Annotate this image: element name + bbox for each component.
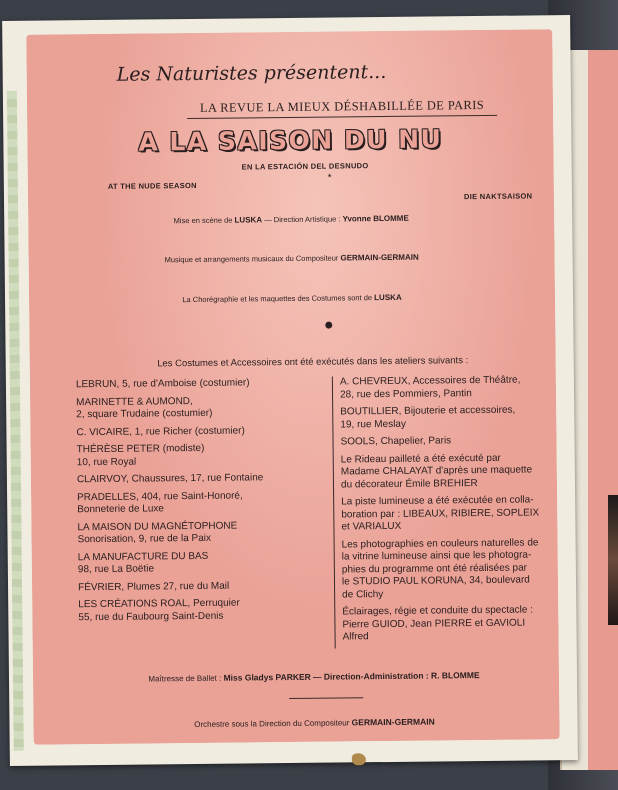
column-divider: [332, 377, 336, 649]
atelier-line: 2, square Trudaine (costumier): [76, 407, 213, 421]
atelier-line: C. VICAIRE, 1, rue Richer (costumier): [76, 424, 245, 438]
spanish-title: EN LA ESTACIÓN DEL DESNUDO: [241, 161, 369, 172]
program-page: [2, 15, 578, 766]
atelier-line: 10, rue Royal: [76, 456, 137, 468]
mise-label: Mise en scène de: [173, 215, 233, 226]
ballet-name: Miss Gladys PARKER: [223, 671, 311, 683]
star-ornament: *: [327, 172, 332, 184]
orch-label: Orchestre sous la Direction du Compositeur: [194, 718, 350, 730]
atelier-line: Bonneterie de Luxe: [77, 503, 165, 516]
atelier-entry: [77, 519, 327, 547]
atelier-line: 28, rue des Pommiers, Pantin: [339, 387, 472, 400]
atelier-line: 98, rue La Boëtie: [77, 563, 155, 576]
atelier-line: 19, rue Meslay: [340, 418, 407, 430]
choreo-name: LUSKA: [374, 292, 402, 303]
ballet-label: Maîtresse de Ballet :: [148, 673, 222, 684]
atelier-line: Pierre GUIOD, Jean PIERRE et GAVIOLI: [342, 617, 526, 630]
ateliers-intro: Les Costumes et Accessoires ont été exécutés dans les ateliers suivants :: [157, 355, 469, 370]
german-title: DIE NAKTSAISON: [463, 191, 533, 202]
atelier-line: phies du programme ont été réalisées par: [341, 562, 528, 575]
atelier-line: de Clichy: [342, 588, 384, 600]
atelier-line: LES CRÉATIONS ROAL, Perruquier: [78, 597, 240, 611]
atelier-entry: [340, 404, 552, 431]
atelier-line: Éclairages, régie et conduite du spectacle :: [342, 604, 534, 618]
atelier-line: Alfred: [342, 631, 369, 643]
admin-label: — Direction-Administration :: [312, 670, 429, 682]
english-title: AT THE NUDE SEASON: [107, 180, 197, 191]
atelier-line: Les photographies en couleurs naturelles de: [341, 536, 539, 550]
atelier-entry: [340, 434, 552, 449]
atelier-entry: [76, 424, 326, 439]
atelier-entry: [78, 597, 328, 625]
atelier-line: THÉRÈSE PETER (modiste): [76, 442, 205, 456]
atelier-line: 55, rue du Faubourg Saint-Denis: [78, 610, 224, 623]
right-column: [340, 374, 555, 649]
atelier-line: BOUTILLIER, Bijouterie et accessoires,: [340, 404, 516, 418]
atelier-entry: [78, 549, 328, 577]
atelier-entry: [78, 579, 328, 594]
adjacent-page-pink-edge: [588, 50, 618, 770]
orch-name: GERMAIN-GERMAIN: [351, 716, 435, 728]
staging-credit: [28, 212, 554, 227]
atelier-entry: [77, 442, 327, 470]
atelier-entry: [340, 374, 552, 401]
atelier-line: FÉVRIER, Plumes 27, rue du Mail: [77, 580, 230, 593]
pink-panel: [26, 29, 559, 744]
musique-name: GERMAIN-GERMAIN: [340, 252, 419, 263]
atelier-line: MARINETTE & AUMOND,: [76, 395, 193, 408]
direction-label: — Direction Artistique :: [264, 214, 341, 225]
atelier-line: CLAIRVOY, Chaussures, 17, rue Fontaine: [76, 472, 264, 486]
admin-name: R. BLOMME: [430, 670, 480, 681]
atelier-line: et VARIALUX: [341, 520, 402, 533]
ballet-credit: [51, 669, 577, 685]
revue-subtitle: LA REVUE LA MIEUX DÉSHABILLÉE DE PARIS: [187, 98, 497, 119]
atelier-line: SOOLS, Chapelier, Paris: [340, 435, 452, 448]
choreography-credit: [29, 291, 555, 306]
atelier-line: LA MANUFACTURE DU BAS: [77, 550, 209, 563]
paper-stain: [352, 753, 366, 765]
music-credit: [29, 251, 555, 266]
binding-strip: [7, 91, 24, 751]
orchestra-credit: [51, 715, 577, 731]
atelier-line: le STUDIO PAUL KORUNA, 34, boulevard: [341, 574, 530, 588]
atelier-entry: [77, 489, 327, 517]
atelier-line: PRADELLES, 404, rue Saint-Honoré,: [77, 490, 243, 503]
atelier-entry: [341, 452, 553, 492]
atelier-line: du décorateur Émile BREHIER: [340, 477, 478, 490]
musique-label: Musique et arrangements musicaux du Compositeur: [164, 253, 339, 265]
atelier-line: la vitrine lumineuse ainsi que les photogra-: [341, 549, 532, 563]
atelier-entry: [76, 394, 326, 422]
bullet-ornament: [325, 322, 332, 329]
left-column: [76, 377, 329, 630]
atelier-line: LEBRUN, 5, rue d'Amboise (costumier): [75, 377, 250, 391]
presents-heading: Les Naturistes présentent...: [116, 60, 387, 86]
atelier-line: LA MAISON DU MAGNÉTOPHONE: [77, 520, 238, 533]
atelier-entry: [77, 472, 327, 487]
adjacent-photo: [608, 495, 618, 625]
footer-divider: [289, 697, 363, 699]
choreo-label: La Chorégraphie et les maquettes des Costumes sont de: [182, 293, 373, 305]
show-title: A LA SAISON DU NU: [138, 124, 443, 157]
atelier-entry: [76, 377, 326, 392]
atelier-line: Sonorisation, 9, rue de la Paix: [77, 532, 212, 546]
direction-name: Yvonne BLOMME: [342, 213, 409, 224]
atelier-line: A. CHEVREUX, Accessoires de Théâtre,: [339, 374, 521, 388]
atelier-line: Madame CHALAYAT d'après une maquette: [340, 464, 533, 478]
atelier-entry: [342, 537, 555, 602]
atelier-line: Le Rideau pailleté a été exécuté par: [340, 452, 501, 465]
atelier-line: boration par : LIBEAUX, RIBIERE, SOPLEIX: [341, 506, 540, 520]
atelier-line: La piste lumineuse a été exécutée en colla-: [341, 494, 534, 508]
atelier-entry: [342, 604, 554, 644]
atelier-entry: [341, 494, 553, 534]
mise-name: LUSKA: [234, 215, 263, 225]
